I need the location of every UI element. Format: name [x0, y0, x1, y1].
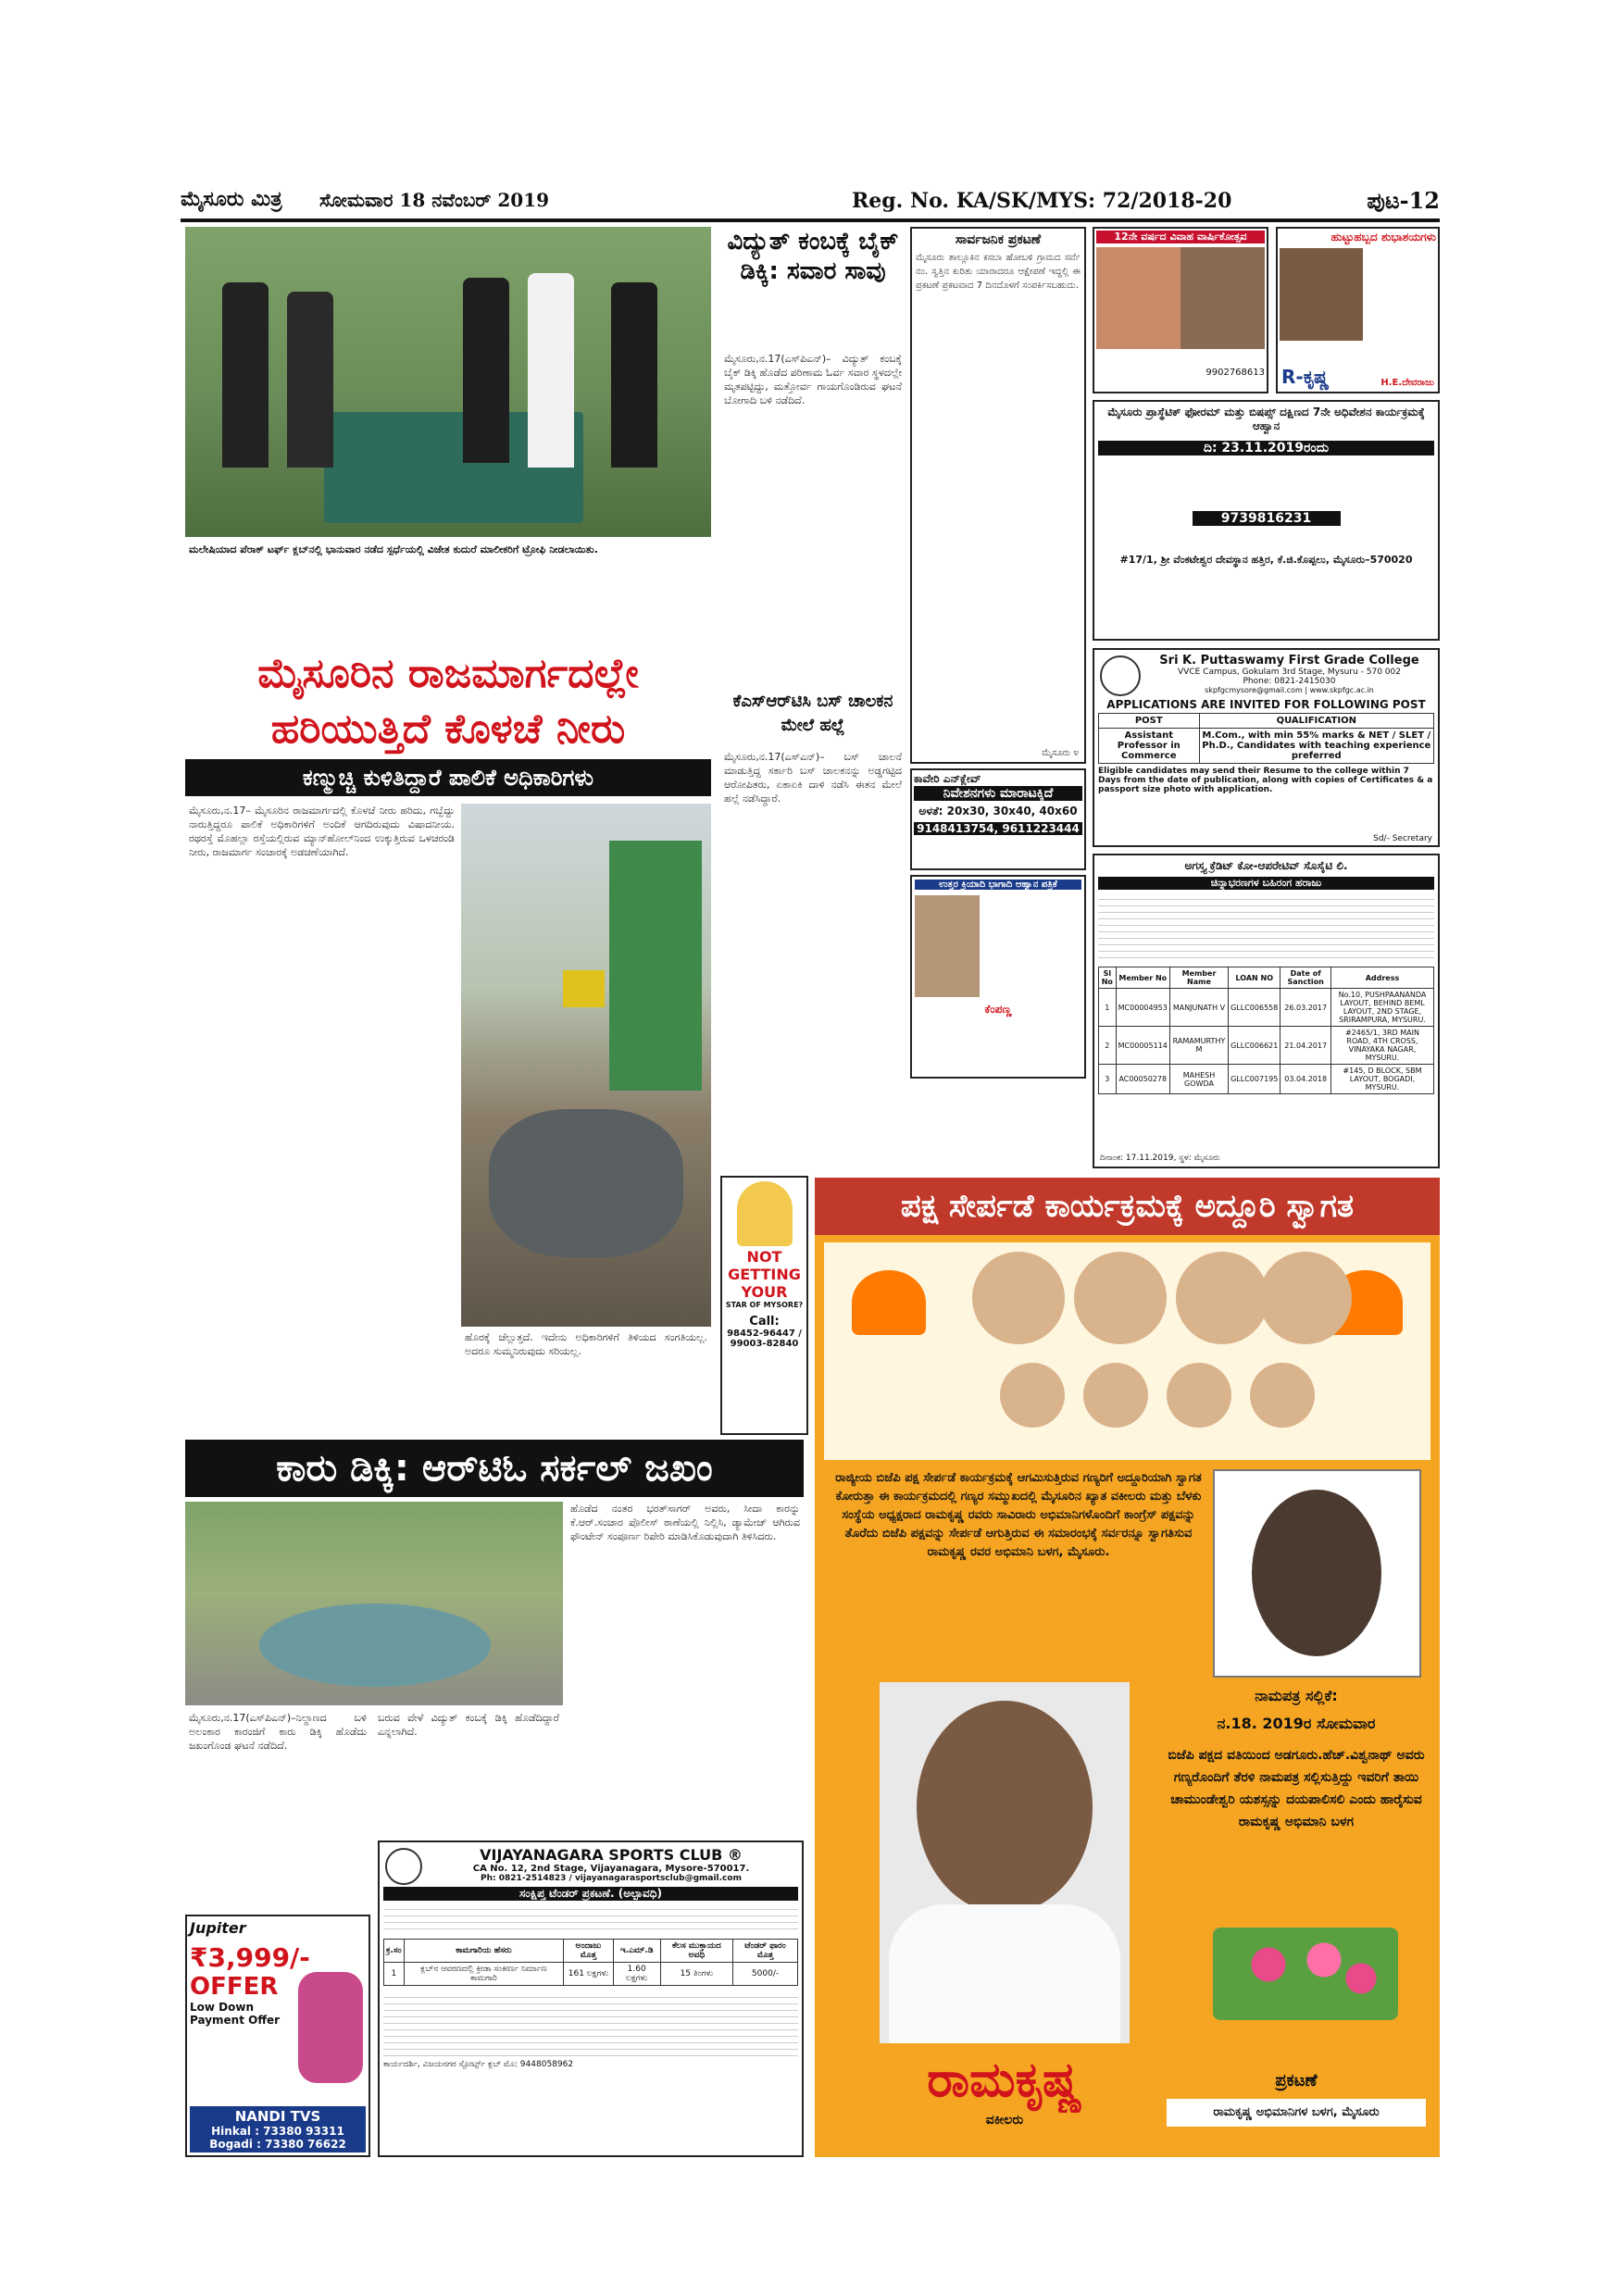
nomination-date: ನ.18. 2019ರ ಸೋಮವಾರ — [1217, 1715, 1376, 1732]
auction-header-cell: Address — [1330, 967, 1433, 989]
star-ad — [720, 1176, 808, 1435]
seminar-date: ದಿ: 23.11.2019ರಂದು — [1098, 441, 1434, 455]
college-post: Assistant Professor in Commerce — [1099, 729, 1200, 764]
kaveri-phone: 9148413754, 9611223444 — [914, 822, 1082, 835]
bjp-leaders-panel — [824, 1242, 1430, 1460]
auction-table — [1098, 967, 1434, 1094]
car-headline: ಕಾರು ಡಿಕ್ಕಿ: ಆರ್‌ಟಿಓ ಸರ್ಕಲ್ ಜಖಂ — [185, 1440, 804, 1497]
main-story-body-right: ಹೊರಕ್ಕೆ ಚೆಲ್ಲುತ್ತದೆ. ಇದೇನು ಅಧಿಕಾರಿಗಳಿಗೆ ತಿಳಿಯದ ಸಂಗತಿಯಲ್ಲ. ಅದರೂ ಸುಮ್ಮನಿರುವುದು ಸರಿಯಲ್ಲ. — [465, 1331, 707, 1357]
main-subhead: ಕಣ್ಮುಚ್ಚಿ ಕುಳಿತಿದ್ದಾರೆ ಪಾಲಿಕೆ ಅಧಿಕಾರಿಗಳು — [185, 759, 711, 796]
paper-name: ಮೈಸೂರು ಮಿತ್ರ — [181, 187, 282, 211]
anniversary-photo — [1096, 247, 1265, 349]
kaveri-sizes: ಅಳತೆ: 20x30, 30x40, 40x60 — [918, 805, 1078, 817]
page-number: ಪುಟ-12 — [1367, 187, 1440, 214]
tvs-price: ₹3,999/- — [190, 1942, 310, 1973]
seminar-phone: 9739816231 — [1193, 511, 1341, 526]
issue-date: ಸೋಮವಾರ 18 ನವೆಂಬರ್ 2019 — [319, 189, 550, 211]
kaveri-ad — [910, 768, 1086, 870]
auction-footer: ದಿನಾಂಕ: 17.11.2019, ಸ್ಥಳ: ಮೈಸೂರು — [1100, 1154, 1220, 1163]
auction-row — [1099, 1027, 1434, 1065]
club-name: VIJAYANAGARA SPORTS CLUB ® — [480, 1846, 743, 1864]
leader-portrait-4 — [1259, 1252, 1352, 1344]
auction-cell: No.10, PUSHPAANANDA LAYOUT, BEHIND BEML LAYOUT, 2ND STAGE, SRIRAMPURA, MYSURU. — [1330, 989, 1433, 1027]
auction-cell: #2465/1, 3RD MAIN ROAD, 4TH CROSS, VINAYAKA NAGAR, MYSURU. — [1330, 1027, 1433, 1065]
accident-body: ಮೈಸೂರು,ನ.17(ಎಸ್‌ಪಿಎನ್)– ವಿದ್ಯುತ್ ಕಂಬಕ್ಕೆ ಬೈಕ್ ಡಿಕ್ಕಿ ಹೊಡೆದ ಪರಿಣಾಮ ಓರ್ವ ಸವಾರ ಸ್ಥಳದಲ್ಲೇ ಮೃತಪಟ್ಟಿದ್ದು, ಮತ್ತೋರ್ವ ಗಾಯಗೊಂಡಿರುವ ಘಟನೆ ಬೋಗಾದಿ ಬಳಿ ನಡೆದಿದೆ. — [724, 353, 902, 406]
auction-text — [1098, 893, 1434, 963]
lead-photo-caption: ಮಲೇಷಿಯಾದ ಪೆರಾಕ್ ಟರ್ಫ್ ಕ್ಲಬ್‌ನಲ್ಲಿ ಭಾನುವಾರ ನಡೆದ ಸ್ಪರ್ಧೆಯಲ್ಲಿ ವಿಜೇತ ಕುದುರೆ ಮಾಲೀಕರಿಗೆ ಟ್ರೋಫಿ ನೀಡಲಾಯಿತು. — [189, 543, 598, 555]
tvs-offer: OFFER — [190, 1973, 279, 2001]
lotus-icon-left — [852, 1270, 926, 1335]
seminar-title: ಮೈಸೂರು ಪ್ರಾಸ್ಥೆಟಿಕ್ ಫೋರಮ್ ಮತ್ತು ಬಿಷಪ್ಸ್ ದಕ್ಷಿಣದ 7ನೇ ಅಧಿವೇಶನ ಕಾರ್ಯಕ್ರಮಕ್ಕೆ ಆಹ್ವಾನ — [1107, 406, 1425, 432]
obituary-title: ಉತ್ತರ ಕ್ರಿಯಾದಿ ಭಾಗಾದಿ ಆಹ್ವಾನ ಪತ್ರಿಕೆ — [915, 880, 1081, 890]
main-headline-line2: ಹರಿಯುತ್ತಿದೆ ಕೊಳಚೆ ನೀರು — [270, 705, 626, 753]
star-line4: STAR OF MYSORE? — [725, 1301, 804, 1309]
tender-header-cell: ಕ್ರ.ಸಂ — [384, 1940, 405, 1963]
auction-notice — [1093, 854, 1440, 1168]
star-call: Call: — [749, 1315, 780, 1329]
leader-portrait-5 — [1000, 1363, 1065, 1428]
tvs-low: Low Down Payment Offer — [190, 2001, 281, 2027]
masthead-rule — [181, 218, 1440, 222]
public-notice-body: ಮೈಸೂರು ತಾಲ್ಲೂಕಿನ ಕಸಬಾ ಹೋಬಳಿ ಗ್ರಾಮದ ಸರ್ವೆ ನಂ. ಸ್ವತ್ತಿನ ಕುರಿತು ಯಾರಾದರೂ ಆಕ್ಷೇಪಣೆ ಇದ್ದಲ್ಲಿ ಈ ಪ್ರಕಟಣೆ ಪ್ರಕಟವಾದ 7 ದಿನದೊಳಗೆ ಸಂಪರ್ಕಿಸಬಹುದು. — [916, 253, 1081, 291]
auction-cell: 1 — [1099, 989, 1117, 1027]
birthday-name: R-ಕೃಷ್ಣ — [1281, 366, 1330, 388]
accident-headline: ವಿದ್ಯುತ್ ಕಂಬಕ್ಕೆ ಬೈಕ್ ಡಿಕ್ಕಿ: ಸವಾರ ಸಾವು — [727, 228, 899, 285]
masthead — [181, 185, 1440, 220]
auction-row — [1099, 1065, 1434, 1094]
kaveri-subtitle: ನಿವೇಶನಗಳು ಮಾರಾಟಕ್ಕಿದೆ — [914, 786, 1082, 801]
main-headline-line1: ಮೈಸೂರಿನ ರಾಜಮಾರ್ಗದಲ್ಲೇ — [257, 650, 639, 697]
auction-cell: MANJUNATH V — [1169, 989, 1228, 1027]
tvs-hinkal: Hinkal : 73380 93311 — [211, 2125, 344, 2138]
auction-cell: 3 — [1099, 1065, 1117, 1094]
college-col-post: POST — [1099, 714, 1200, 729]
seminar-ad — [1093, 400, 1440, 641]
college-email: skpfgcmysore@gmail.com | www.skpfgc.ac.in — [1205, 686, 1374, 694]
public-notice — [910, 227, 1086, 764]
car-body-mid: ಬರುವ ವೇಳೆ ವಿದ್ಯುತ್ ಕಂಬಕ್ಕೆ ಡಿಕ್ಕಿ ಹೊಡೆದಿದ್ದಾರೆ ಎನ್ನಲಾಗಿದೆ. — [378, 1712, 559, 1738]
ramakrishna-portrait — [880, 1682, 1130, 2043]
tender-cell: 5000/- — [733, 1963, 798, 1986]
auction-header-cell: Sl No — [1099, 967, 1117, 989]
birthday-from: H.E.ದೇವರಾಜು — [1380, 378, 1434, 388]
college-phone: Phone: 0821-2415030 — [1243, 677, 1336, 686]
leader-portrait-1 — [972, 1252, 1065, 1344]
auction-cell: AC00050278 — [1116, 1065, 1169, 1094]
college-logo — [1100, 655, 1141, 696]
college-col-qual: QUALIFICATION — [1199, 714, 1433, 729]
auction-header-cell: Date of Sanction — [1280, 967, 1331, 989]
nomination-title: ನಾಮಪತ್ರ ಸಲ್ಲಿಕೆ: — [1255, 1687, 1338, 1704]
nomination-body: ಬಿಜೆಪಿ ಪಕ್ಷದ ವತಿಯಿಂದ ಅಡಗೂರು.ಹೆಚ್.ವಿಶ್ವನಾಥ್ ಅವರು ಗಣ್ಯರೊಂದಿಗೆ ತೆರಳಿ ನಾಮಪತ್ರ ಸಲ್ಲಿಸುತ್ತಿದ್ದು ಇವರಿಗೆ ತಾಯಿ ಚಾಮುಂಡೇಶ್ವರಿ ಯಶಸ್ಸನ್ನು ದಯಪಾಲಿಸಲಿ ಎಂದು ಹಾರೈಸುವ ರಾಮಕೃಷ್ಣ ಅಭಿಮಾನಿ ಬಳಗ — [1168, 1748, 1425, 1829]
star-phone2: 99003-82840 — [730, 1339, 799, 1349]
auction-cell: MC00005114 — [1116, 1027, 1169, 1065]
bus-headline: ಕೆಎಸ್‌ಆರ್‌ಟಿಸಿ ಬಸ್ ಚಾಲಕನ ಮೇಲೆ ಹಲ್ಲೆ — [732, 692, 893, 735]
tender-header-cell: ಕೆಲಸ ಮುಕ್ತಾಯದ ಅವಧಿ — [660, 1940, 732, 1963]
tender-conditions — [383, 1991, 798, 2056]
birthday-title: ಹುಟ್ಟುಹಬ್ಬದ ಶುಭಾಶಯಗಳು — [1330, 231, 1436, 243]
tender-cell: 1.60 ಲಕ್ಷಗಳು — [613, 1963, 660, 1986]
college-ad — [1093, 648, 1440, 847]
auction-cell: 03.04.2018 — [1280, 1065, 1331, 1094]
tender-cell: 15 ತಿಂಗಳು — [660, 1963, 732, 1986]
tender-sign: ಕಾರ್ಯದರ್ಶಿ, ವಿಜಯನಗರ ಸ್ಪೋರ್ಟ್ಸ್ ಕ್ಲಬ್ ಮೊ: 9448058962 — [383, 2060, 574, 2069]
star-line1: NOT — [746, 1248, 782, 1266]
leader-portrait-2 — [1074, 1252, 1167, 1344]
public-notice-footer: ಮೈಸೂರು ೪ — [1042, 748, 1079, 758]
auction-cell: 21.04.2017 — [1280, 1027, 1331, 1065]
star-phone1: 98452-96447 / — [727, 1329, 802, 1339]
obituary-photo — [915, 895, 980, 997]
leader-portrait-3 — [1176, 1252, 1268, 1344]
tender-header-cell: ಕಾಮಗಾರಿಯ ಹೆಸರು — [404, 1940, 564, 1963]
birthday-ad — [1276, 227, 1440, 393]
auction-cell: GLLC006558 — [1229, 989, 1280, 1027]
auction-cell: MAHESH GOWDA — [1169, 1065, 1228, 1094]
car-body-left: ಮೈಸೂರು,ನ.17(ಎಸ್‌ಪಿಎನ್)–ನಿಲ್ದಾಣದ ಬಳಿ ಅಲಂಕಾರ ಕಾರಂಜಿಗೆ ಕಾರು ಡಿಕ್ಕಿ ಹೊಡೆದು ಜಖಂಗೊಂಡ ಘಟನೆ ನಡೆದಿದೆ. — [189, 1712, 367, 1752]
star-line2: GETTING — [728, 1266, 801, 1283]
bus-body: ಮೈಸೂರು,ನ.17(ಎಸ್‌ಎನ್)– ಬಸ್ ಚಾಲನೆ ಮಾಡುತ್ತಿದ್ದ ಸರ್ಕಾರಿ ಬಸ್ ಚಾಲಕನನ್ನು ಅಡ್ಡಗಟ್ಟಿದ ಆರೋಪಿತರು, ಏಕಾಏಕಿ ದಾಳಿ ನಡೆಸಿ ಈತನ ಮೇಲೆ ಹಲ್ಲೆ ನಡೆಸಿದ್ದಾರೆ. — [724, 751, 902, 805]
bjp-banner: ಪಕ್ಷ ಸೇರ್ಪಡೆ ಕಾರ್ಯಕ್ರಮಕ್ಕೆ ಅದ್ದೂರಿ ಸ್ವಾಗತ — [815, 1178, 1440, 1235]
anniversary-ad — [1093, 227, 1268, 393]
tender-cell: 1 — [384, 1963, 405, 1986]
public-notice-title: ಸಾರ್ವಜನಿಕ ಪ್ರಕಟಣೆ — [955, 232, 1042, 247]
tvs-dealer: NANDI TVS — [234, 2108, 321, 2125]
auction-cell: #145, D BLOCK, SBM LAYOUT, BOGADI, MYSURU. — [1330, 1065, 1433, 1094]
lead-photo — [185, 227, 711, 537]
auction-header-cell: Member No — [1116, 967, 1169, 989]
publisher-label: ಪ್ರಕಟಣೆ — [1275, 2071, 1318, 2090]
college-sign: Sd/- Secretary — [1373, 834, 1432, 843]
college-note: Eligible candidates may send their Resume to the college within 7 Days from the date of publication, along with copies of Certificates & a passport size photo with application. — [1098, 767, 1433, 794]
leader-portrait-8 — [1250, 1363, 1315, 1428]
obituary-ad — [910, 875, 1086, 1079]
kaveri-title: ಕಾವೇರಿ ಎನ್‌ಕ್ಲೇವ್ — [914, 772, 981, 785]
tender-cell: 161 ಲಕ್ಷಗಳು — [564, 1963, 613, 1986]
anniversary-phone: 9902768613 — [1206, 368, 1265, 378]
star-mascot-icon — [737, 1181, 793, 1246]
auction-cell: 26.03.2017 — [1280, 989, 1331, 1027]
tender-cell: ಕ್ಲಬ್‌ನ ಆವರಣದಲ್ಲಿ ಕ್ರೀಡಾ ಸಂಕೀರ್ಣ ನಿರ್ಮಾಣ ಕಾಮಗಾರಿ — [404, 1963, 564, 1986]
auction-subtitle: ಚಿನ್ನಾಭರಣಗಳ ಬಹಿರಂಗ ಹರಾಜು — [1098, 877, 1434, 890]
college-address: VVCE Campus, Gokulam 3rd Stage, Mysuru - 570 002 — [1178, 668, 1401, 677]
auction-cell: RAMAMURTHY M — [1169, 1027, 1228, 1065]
vishwanath-portrait — [1213, 1469, 1421, 1678]
car-body-right: ಹೊಡೆದ ನಂತರ ಭರತ್‌ಸಾಗರ್ ಅವರು, ಸೀದಾ ಕಾರನ್ನು ಕೆ.ಆರ್.ಸಂಚಾರ ಪೊಲೀಸ್ ಠಾಣೆಯಲ್ಲಿ ನಿಲ್ಲಿಸಿ, ಡ್ಯಾಮೇಜ್ ಆಗಿರುವ ಫೌಂಟೇನ್ ಸಂಪೂರ್ಣ ರಿಪೇರಿ ಮಾಡಿಸಿಕೊಡುವುದಾಗಿ ತಿಳಿಸಿದರು. — [570, 1503, 800, 1542]
tvs-bogadi: Bogadi : 73380 76622 — [209, 2138, 346, 2151]
auction-cell: GLLC007195 — [1229, 1065, 1280, 1094]
club-phone: Ph: 0821-2514823 / vijayanagarasportsclub@gmail.com — [481, 1874, 742, 1883]
tender-ad — [378, 1841, 804, 2157]
ramakrishna-role: ವಕೀಲರು — [985, 2113, 1024, 2128]
scooter-icon — [298, 1972, 363, 2083]
ramakrishna-name: ರಾಮಕೃಷ್ಣ — [927, 2053, 1082, 2108]
auction-cell: GLLC006621 — [1229, 1027, 1280, 1065]
tender-header-cell: ಅಂದಾಜು ಮೊತ್ತ — [564, 1940, 613, 1963]
tvs-dealer-box — [190, 2106, 366, 2152]
tender-header-cell: ಟೆಂಡರ್ ಫಾರಂ ಮೊತ್ತ — [733, 1940, 798, 1963]
main-story-body: ಮೈಸೂರು,ನ.17– ಮೈಸೂರಿನ ರಾಜಮಾರ್ಗದಲ್ಲಿ ಕೊಳಚೆ ನೀರು ಹರಿದು, ಗಬ್ಬೆದ್ದು ನಾರುತ್ತಿದ್ದರೂ ಪಾಲಿಕೆ ಅಧಿಕಾರಿಗಳಿಗೆ ಅಂದಿಕೆ ಆಗದಿರುವುದು ವಿಷಾದನೀಯ. ರಥರಸ್ತೆ ಮೊಹಲ್ಲಾ ರಸ್ತೆಯಲ್ಲಿರುವ ಮ್ಯಾನ್‌ಹೋಲ್‌ನಿಂದ ಉಕ್ಕುತ್ತಿರುವ ಒಳಚರಂಡಿ ನೀರು, ರಾಜಮಾರ್ಗ ಸಂಚಾರಕ್ಕೆ ಅಡಚಣೆಯಾಗಿದೆ. — [189, 805, 455, 858]
auction-header-cell: Member Name — [1169, 967, 1228, 989]
seminar-address: #17/1, ಶ್ರೀ ವೆಂಕಟೇಶ್ವರ ದೇವಸ್ಥಾನ ಹತ್ತಿರ, ಕೆ.ಜಿ.ಕೊಪ್ಪಲು, ಮೈಸೂರು–570020 — [1119, 554, 1413, 566]
anniversary-title: 12ನೇ ವರ್ಷದ ವಿವಾಹ ವಾರ್ಷಿಕೋತ್ಸವ — [1096, 231, 1265, 243]
tender-header-cell: ಇ.ಎಮ್.ಡಿ — [613, 1940, 660, 1963]
club-logo — [385, 1848, 422, 1885]
auction-header-cell: LOAN NO — [1229, 967, 1280, 989]
college-post-table — [1098, 713, 1434, 764]
star-line3: YOUR — [741, 1283, 788, 1301]
bjp-message: ರಾಜ್ಯೀಯ ಬಿಜೆಪಿ ಪಕ್ಷ ಸೇರ್ಪಡೆ ಕಾರ್ಯಕ್ರಮಕ್ಕೆ ಆಗಮಿಸುತ್ತಿರುವ ಗಣ್ಯರಿಗೆ ಅದ್ದೂರಿಯಾಗಿ ಸ್ವಾಗತ ಕೋರುತ್ತಾ ಈ ಕಾರ್ಯಕ್ರಮದಲ್ಲಿ ಗಣ್ಯರ ಸಮ್ಮುಖದಲ್ಲಿ ಮೈಸೂರಿನ ಖ್ಯಾತ ವಕೀಲರು ಮತ್ತು ಬೆಳಕು ಸಂಸ್ಥೆಯ ಅಧ್ಯಕ್ಷರಾದ ರಾಮಕೃಷ್ಣ ರವರು ಸಾವಿರಾರು ಅಭಿಮಾನಿಗಳೊಂದಿಗೆ ಕಾಂಗ್ರೆಸ್ ಪಕ್ಷವನ್ನು ತೊರೆದು ಬಿಜೆಪಿ ಪಕ್ಷವನ್ನು ಸೇರ್ಪಡೆ ಆಗುತ್ತಿರುವ ಈ ಸಮಾರಂಭಕ್ಕೆ ಸರ್ವರನ್ನೂ ಸ್ವಾಗತಿಸುವ ರಾಮಕೃಷ್ಣ ರವರ ಅಭಿಮಾನಿ ಬಳಗ, ಮೈಸೂರು. — [835, 1471, 1202, 1559]
tender-text — [383, 1903, 798, 1935]
leader-portrait-6 — [1083, 1363, 1148, 1428]
auction-cell: MC00004953 — [1116, 989, 1169, 1027]
club-address: CA No. 12, 2nd Stage, Vijayanagara, Mysore-570017. — [472, 1864, 750, 1874]
publisher-name: ರಾಮಕೃಷ್ಣ ಅಭಿಮಾನಿಗಳ ಬಳಗ, ಮೈಸೂರು — [1167, 2099, 1426, 2127]
birthday-photo — [1280, 248, 1363, 341]
reg-number: Reg. No. KA/SK/MYS: 72/2018-20 — [852, 189, 1232, 213]
tender-title: ಸಂಕ್ಷಿಪ್ತ ಟೆಂಡರ್ ಪ್ರಕಟಣೆ. (ಅಲ್ಪಾವಧಿ) — [383, 1887, 798, 1901]
tvs-ad — [185, 1915, 370, 2157]
sewage-photo — [461, 804, 711, 1327]
fountain-photo — [185, 1502, 563, 1705]
college-name: Sri K. Puttaswamy First Grade College — [1159, 654, 1419, 668]
college-qualification: M.Com., with min 55% marks & NET / SLET / Ph.D., Candidates with teaching experience preferred — [1199, 729, 1433, 764]
tender-table — [383, 1939, 798, 1986]
auction-cell: 2 — [1099, 1027, 1117, 1065]
auction-title: ಅಗಸ್ತ್ಯ ಕ್ರೆಡಿಟ್ ಕೋ-ಆಪರೇಟಿವ್ ಸೊಸೈಟಿ ಲಿ. — [1184, 859, 1348, 872]
leader-portrait-7 — [1167, 1363, 1231, 1428]
bjp-ad — [815, 1178, 1440, 2157]
obituary-name: ಕೆಂಪಣ್ಣ — [984, 1003, 1012, 1016]
tvs-brand: Jupiter — [190, 1919, 246, 1937]
auction-row — [1099, 989, 1434, 1027]
flowers-image — [1213, 1928, 1398, 2020]
college-headline: APPLICATIONS ARE INVITED FOR FOLLOWING POST — [1106, 698, 1426, 711]
